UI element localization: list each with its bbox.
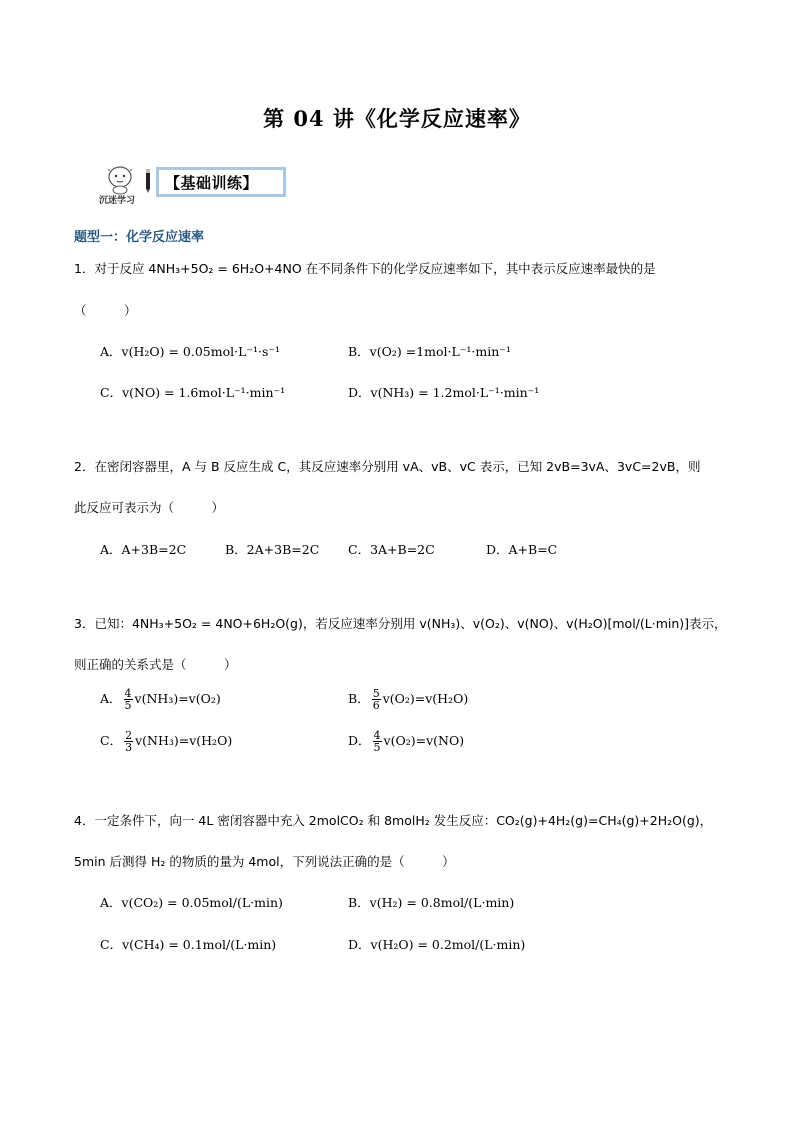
question-4-option-b: B．v(H₂) = 0.8mol/(L·min) (348, 895, 515, 910)
pen-icon (145, 169, 151, 193)
question-4-option-c: C．v(CH₄) = 0.1mol/(L·min) (100, 937, 277, 952)
question-2-line2: 此反应可表示为（ ） (74, 500, 225, 515)
banner-label: 【基础训练】 (159, 170, 283, 194)
question-1-option-d: D．v(NH₃) = 1.2mol·L⁻¹·min⁻¹ (348, 385, 540, 400)
section-heading: 题型一：化学反应速率 (74, 230, 205, 245)
question-3-line2: 则正确的关系式是（ ） (74, 657, 237, 672)
question-4-option-d: D．v(H₂O) = 0.2mol/(L·min) (348, 937, 526, 952)
fraction: $\frac{2}{3}$ (125, 729, 133, 754)
mascot-label: 沉迷学习 (99, 196, 136, 206)
question-3-option-b: B． $\frac{5}{6}$ v(O₂)=v(H₂O) (348, 687, 469, 712)
fraction: $\frac{4}{5}$ (373, 729, 381, 754)
question-3-option-c: C． $\frac{2}{3}$ v(NH₃)=v(H₂O) (100, 729, 233, 754)
page-title: 第 04 讲《化学反应速率》 (263, 106, 531, 131)
question-3-option-a: A． $\frac{4}{5}$ v(NH₃)=v(O₂) (100, 687, 221, 712)
question-1-option-c: C．v(NO) = 1.6mol·L⁻¹·min⁻¹ (100, 385, 286, 400)
fraction: $\frac{4}{5}$ (124, 687, 132, 712)
question-3-line1: 3．已知：4NH₃+5O₂ = 4NO+6H₂O(g)，若反应速率分别用 v(NH₃)、v(O₂)、v(NO)、v(H₂O)[mol/(L·min)]表示， (74, 616, 727, 631)
question-1-line1: 1．对于反应 4NH₃+5O₂ = 6H₂O+4NO 在不同条件下的化学反应速率如下，其中表示反应速率最快的是 (74, 261, 656, 276)
question-1-line2: （ ） (74, 303, 137, 318)
question-1-option-a: A．v(H₂O) = 0.05mol·L⁻¹·s⁻¹ (100, 344, 281, 359)
fraction: $\frac{5}{6}$ (372, 687, 380, 712)
question-4-line2: 5min 后测得 H₂ 的物质的量为 4mol，下列说法正确的是（ ） (74, 854, 455, 869)
question-4-line1: 4．一定条件下，向一 4L 密闭容器中充入 2molCO₂ 和 8molH₂ 发生反应：CO₂(g)+4H₂(g)=CH₄(g)+2H₂O(g)， (74, 813, 713, 828)
question-1-option-b: B．v(O₂) =1mol·L⁻¹·min⁻¹ (348, 344, 511, 359)
question-4-option-a: A．v(CO₂) = 0.05mol/(L·min) (100, 895, 283, 910)
question-2-option-c: C．3A+B=2C (348, 542, 435, 557)
question-2-option-d: D．A+B=C (486, 542, 558, 557)
banner-box (156, 167, 286, 197)
question-3-option-d: D． $\frac{4}{5}$ v(O₂)=v(NO) (348, 729, 465, 754)
question-2-option-a: A．A+3B=2C (100, 542, 187, 557)
question-2-line1: 2．在密闭容器里，A 与 B 反应生成 C，其反应速率分别用 vA、vB、vC 表示，已知 2vB=3vA、3vC=2vB，则 (74, 459, 701, 474)
question-2-option-b: B．2A+3B=2C (225, 542, 320, 557)
